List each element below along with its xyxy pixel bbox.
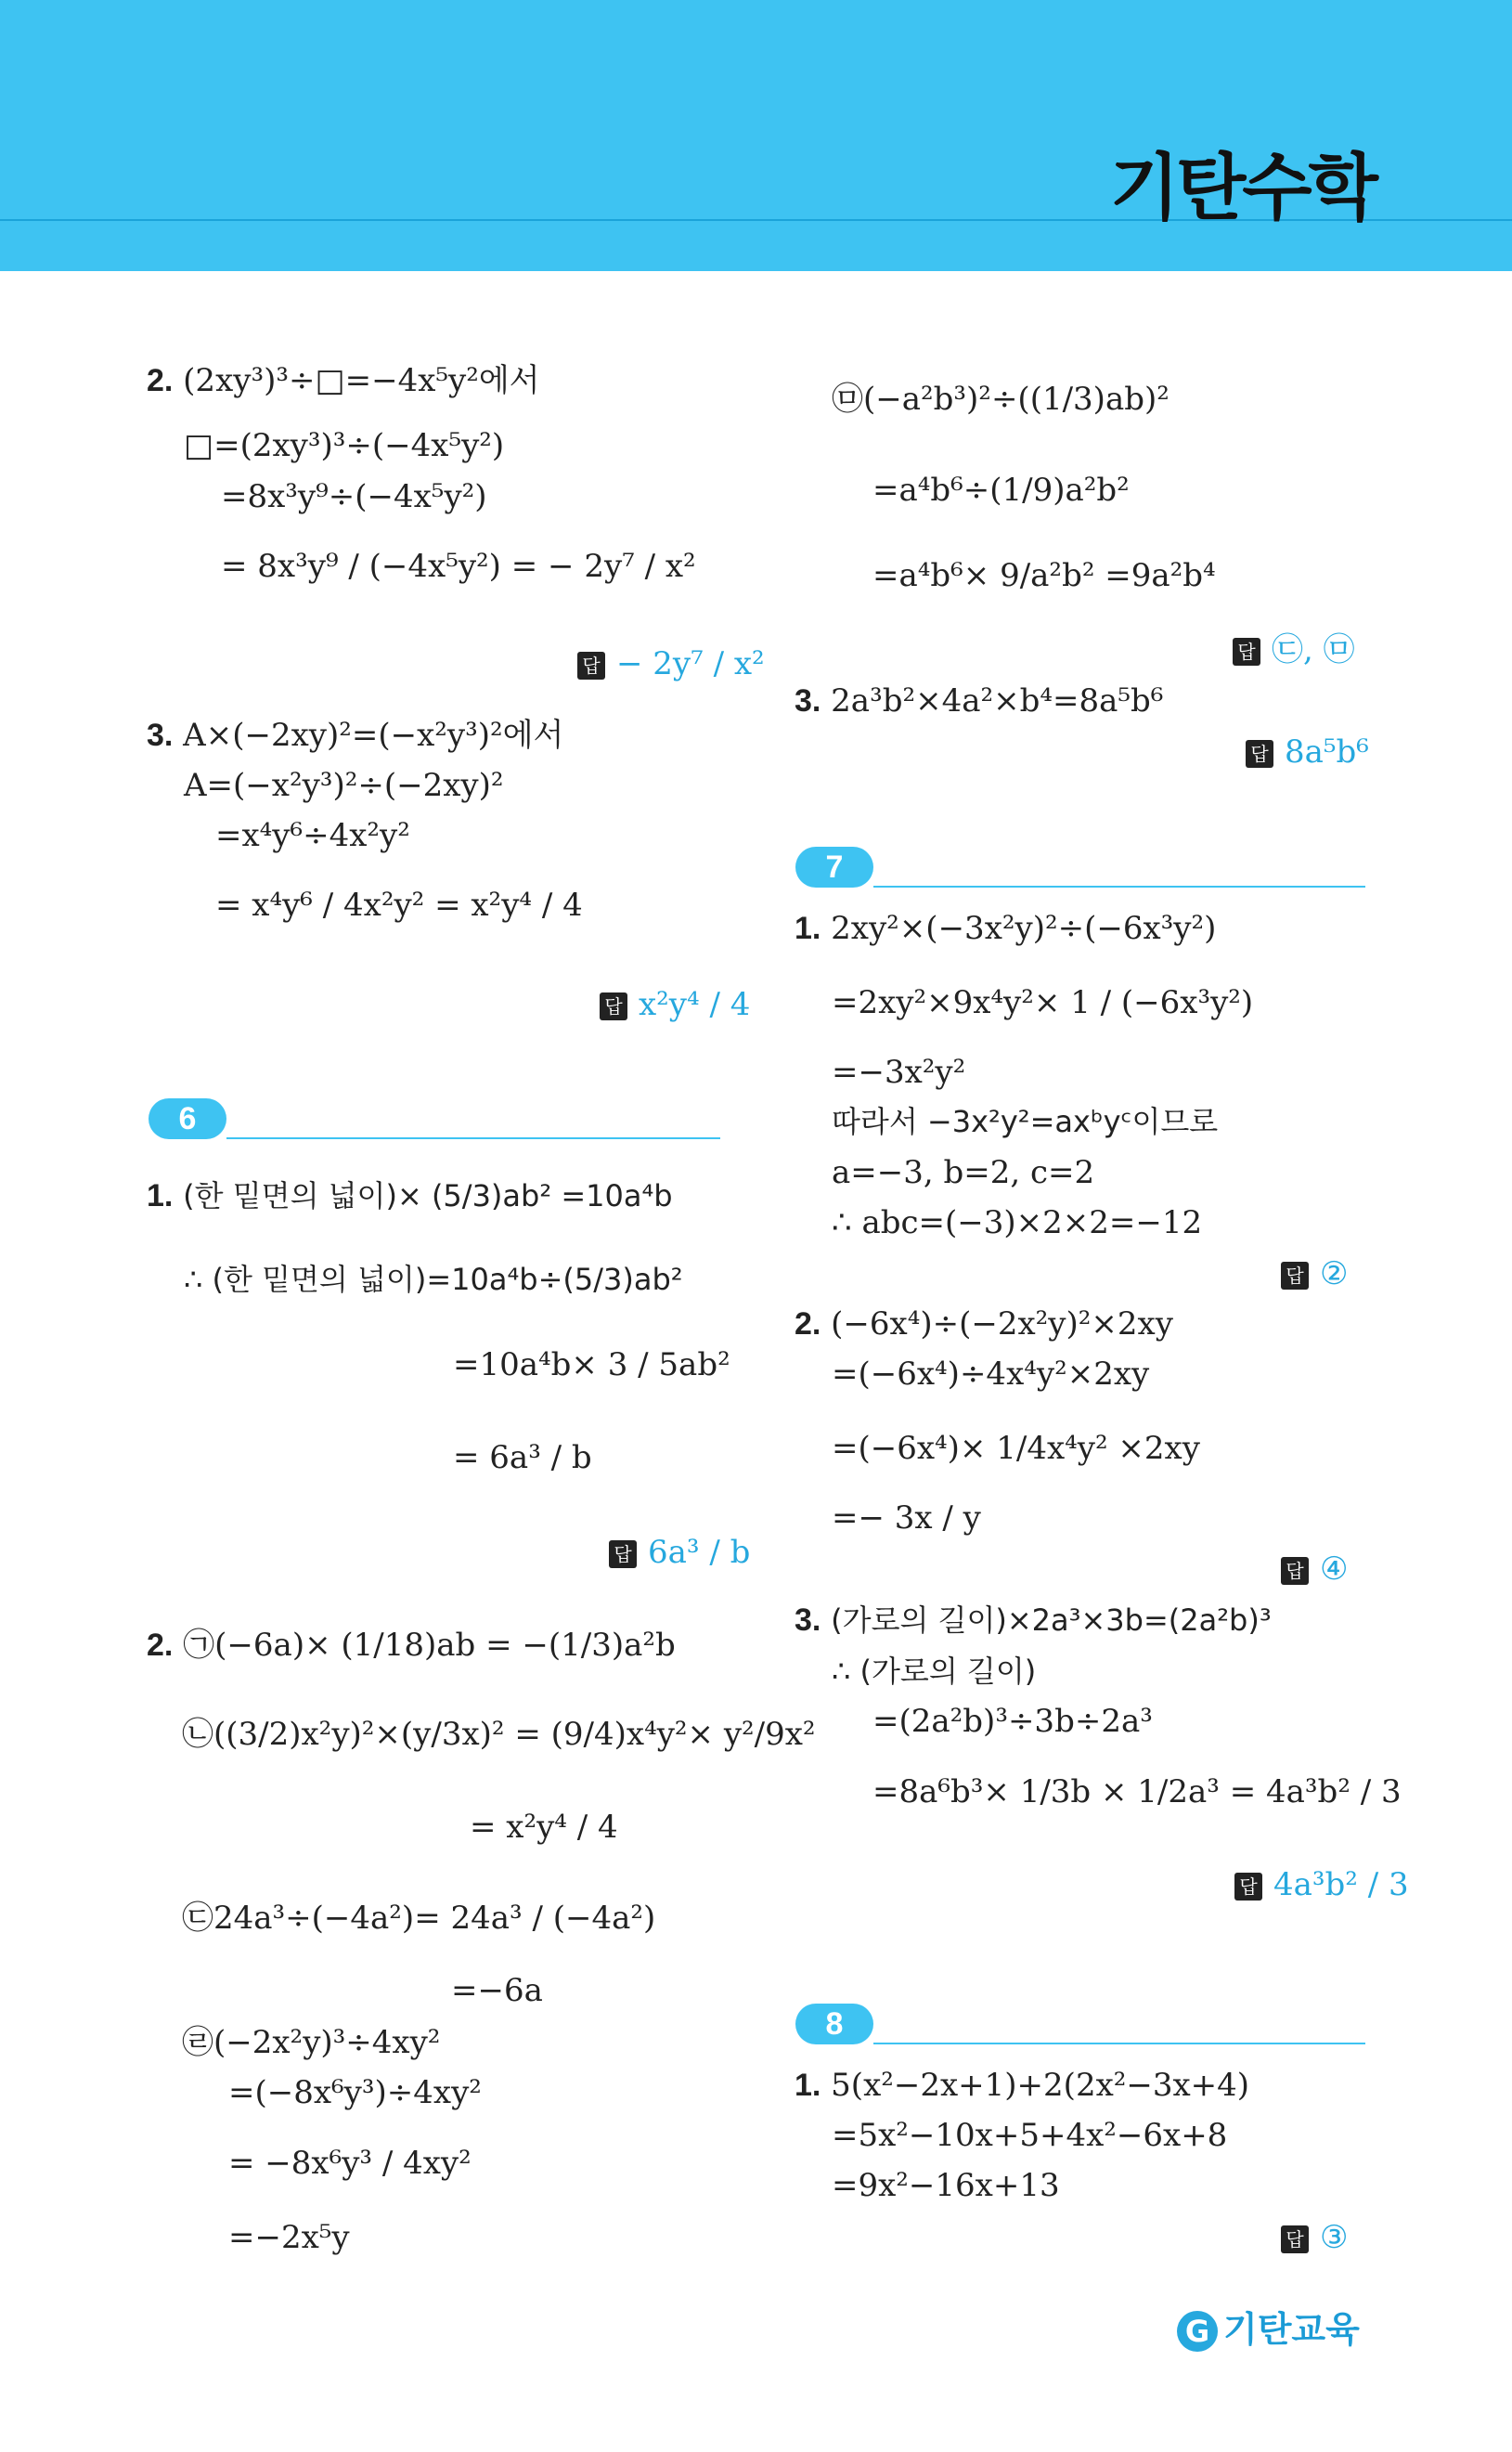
section-7-problem-3-line-1: 3. (가로의 길이)×2a³×3b=(2a²b)³ [795,1602,1272,1638]
problem-2-line-3: =8x³y⁹÷(−4x⁵y²) [221,478,487,515]
problem-2-answer: 답 − 2y⁷ / x² [577,645,765,682]
section-7-problem-3-line-2: ∴ (가로의 길이) [832,1654,1037,1689]
problem-2-cont-line-3: =a⁴b⁶× 9/a²b² =9a²b⁴ [872,557,1216,594]
section-7-problem-1-line-4: 따라서 −3x²y²=axᵇyᶜ이므로 [832,1104,1219,1139]
publisher-logo: G 기탄교육 [1177,2301,1360,2352]
section-6-problem-1-line-4: = 6a³ / b [453,1439,592,1476]
problem-2-cont-line-1: ㉤(−a²b³)²÷((1/3)ab)² [832,381,1170,418]
section-6-badge: 6 [149,1098,226,1139]
section-8-badge: 8 [795,2004,873,2044]
section-8-problem-1-line-2: =5x²−10x+5+4x²−6x+8 [832,2117,1228,2154]
answer-mark-icon: 답 [1281,2225,1309,2253]
problem-3-line-2: A=(−x²y³)²÷(−2xy)² [184,767,504,804]
section-8-problem-1-answer: 답 ③ [1281,2219,1348,2256]
section-6-problem-2-line-5: =−6a [451,1972,543,2009]
section-7-problem-3-line-3: =(2a²b)³÷3b÷2a³ [872,1703,1153,1740]
section-7-problem-3-answer: 답 4a³b² / 3 [1234,1866,1409,1903]
section-6-problem-2-line-8: = −8x⁶y³ / 4xy² [228,2145,472,2182]
section-7-problem-1-line-1: 1. 2xy²×(−3x²y)²÷(−6x³y²) [795,910,1217,947]
section-6-problem-2-line-3: = x²y⁴ / 4 [470,1809,618,1846]
problem-2-cont-line-2: =a⁴b⁶÷(1/9)a²b² [872,472,1130,509]
section-7-problem-2-line-4: =− 3x / y [832,1499,981,1537]
answer-mark-icon: 답 [600,992,627,1020]
section-6-problem-1-line-1: 1. (한 밑면의 넓이)× (5/3)ab² =10a⁴b [147,1178,673,1213]
section-7-rule [873,886,1365,888]
section-6-problem-2-line-7: =(−8x⁶y³)÷4xy² [228,2074,482,2111]
section-8-problem-1-line-1: 1. 5(x²−2x+1)+2(2x²−3x+4) [795,2067,1250,2104]
section-7-problem-1-line-3: =−3x²y² [832,1054,966,1091]
problem-3-answer: 답 x²y⁴ / 4 [600,986,750,1023]
problem-3-line-4: = x⁴y⁶ / 4x²y² = x²y⁴ / 4 [215,887,583,924]
problem-2-line-4: = 8x³y⁹ / (−4x⁵y²) = − 2y⁷ / x² [221,548,696,585]
section-6-problem-1-line-3: =10a⁴b× 3 / 5ab² [453,1346,730,1383]
section-6-problem-2-line-6: ㉣(−2x²y)³÷4xy² [182,2024,441,2061]
answer-mark-icon: 답 [1233,638,1260,666]
section-7-problem-2-line-2: =(−6x⁴)÷4x⁴y²×2xy [832,1356,1150,1393]
answer-mark-icon: 답 [1246,740,1273,768]
problem-3-line-1: 3. A×(−2xy)²=(−x²y³)²에서 [147,717,564,754]
section-7-problem-1-line-6: ∴ abc=(−3)×2×2=−12 [832,1204,1203,1241]
section-8-rule [873,2043,1365,2044]
problem-3-right-answer: 답 8a⁵b⁶ [1246,733,1369,771]
section-7-problem-2-line-3: =(−6x⁴)× 1/4x⁴y² ×2xy [832,1430,1200,1467]
section-8-problem-1-line-3: =9x²−16x+13 [832,2167,1060,2204]
section-6-problem-2-line-4: ㉢24a³÷(−4a²)= 24a³ / (−4a²) [182,1900,656,1937]
answer-mark-icon: 답 [609,1540,637,1568]
section-6-problem-1-answer: 답 6a³ / b [609,1534,750,1571]
section-7-problem-1-line-2: =2xy²×9x⁴y²× 1 / (−6x³y²) [832,984,1254,1021]
answer-mark-icon: 답 [1234,1873,1262,1901]
section-6-problem-2-line-2: ㉡((3/2)x²y)²×(y/3x)² = (9/4)x⁴y²× y²/9x² [182,1716,816,1753]
problem-3-right-line-1: 3. 2a³b²×4a²×b⁴=8a⁵b⁶ [795,682,1164,720]
section-7-problem-2-answer: 답 ④ [1281,1550,1348,1588]
problem-2-line-1: 2. (2xy³)³÷□=−4x⁵y²에서 [147,362,540,399]
section-6-problem-2-line-9: =−2x⁵y [228,2219,350,2256]
answer-mark-icon: 답 [1281,1557,1309,1585]
section-7-problem-1-answer: 답 ② [1281,1255,1348,1292]
brand-logo: 기탄수학 [1109,147,1375,230]
section-6-problem-1-line-2: ∴ (한 밑면의 넓이)=10a⁴b÷(5/3)ab² [184,1262,683,1297]
section-7-badge: 7 [795,847,873,888]
section-7-problem-1-line-5: a=−3, b=2, c=2 [832,1154,1095,1191]
section-7-problem-3-line-4: =8a⁶b³× 1/3b × 1/2a³ = 4a³b² / 3 [872,1773,1402,1810]
problem-3-line-3: =x⁴y⁶÷4x²y² [215,817,410,854]
problem-2-line-2: □=(2xy³)³÷(−4x⁵y²) [184,427,505,464]
answer-mark-icon: 답 [1281,1262,1309,1290]
section-6-rule [226,1137,720,1139]
section-6-problem-2-line-1: 2. ㉠(−6a)× (1/18)ab = −(1/3)a²b [147,1627,676,1664]
answer-mark-icon: 답 [577,652,605,680]
section-7-problem-2-line-1: 2. (−6x⁴)÷(−2x²y)²×2xy [795,1305,1173,1343]
publisher-g-icon: G [1177,2311,1218,2352]
problem-2-cont-answer: 답 ㉢, ㉤ [1233,631,1355,668]
